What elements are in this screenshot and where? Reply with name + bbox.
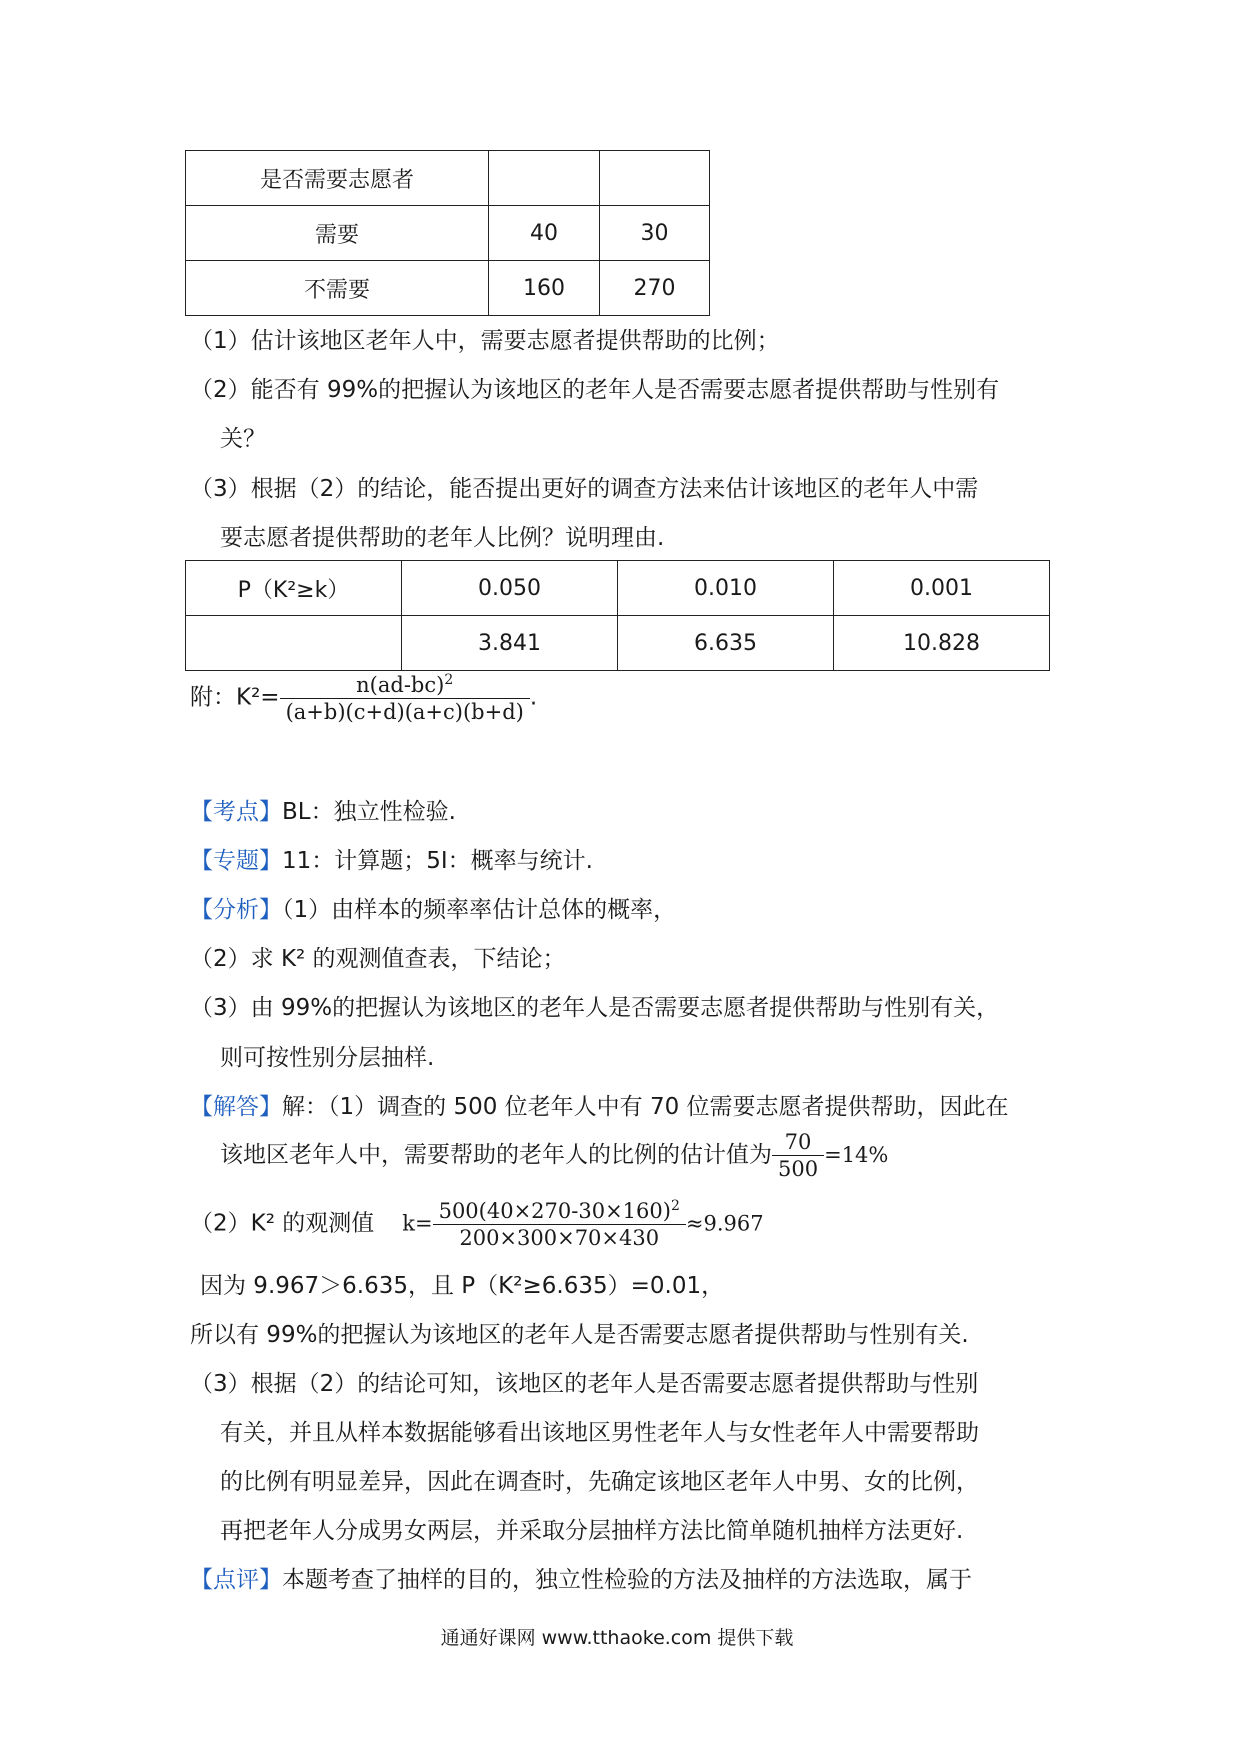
jieda-tag: 【解答】 [190, 1094, 282, 1120]
table-cell: 0.010 [618, 561, 834, 616]
jieda-line-3: （2）K² 的观测值 k= $\frac{500(40\times 270-30\times 160)^2}{200\times 300\times 70\times 430}$ ≈9.967 [190, 1198, 764, 1250]
table-cell: 10.828 [834, 616, 1050, 671]
question-2-line-1: （2）能否有 99%的把握认为该地区的老年人是否需要志愿者提供帮助与性别有 [190, 377, 1000, 403]
critical-value-table [185, 560, 1050, 671]
table-row [186, 206, 710, 261]
formula-exponent: 2 [444, 672, 454, 688]
question-1: （1）估计该地区老年人中，需要志愿者提供帮助的比例； [190, 328, 780, 354]
table-cell: 270 [600, 261, 710, 316]
kaodian [190, 793, 456, 826]
question-3-line-1: （3）根据（2）的结论，能否提出更好的调查方法来估计该地区的老年人中需 [190, 476, 979, 502]
fenxi-tag: 【分析】 [190, 897, 282, 923]
table-cell: 6.635 [618, 616, 834, 671]
table-cell [489, 151, 600, 206]
k2-formula [190, 672, 537, 724]
jieda-line-5: 所以有 99%的把握认为该地区的老年人是否需要志愿者提供帮助与性别有关. [190, 1322, 969, 1348]
table-row [186, 616, 1050, 671]
table-cell [186, 616, 402, 671]
formula-suffix: . [529, 684, 538, 711]
table-cell: P（K²≥k） [186, 561, 402, 616]
table-cell: 40 [489, 206, 600, 261]
fenxi-line-1: 【分析】（1）由样本的频率率估计总体的概率， [190, 897, 677, 923]
table-cell: 30 [600, 206, 710, 261]
table-cell: 0.050 [402, 561, 618, 616]
table-cell: 3.841 [402, 616, 618, 671]
fenxi-line-2: （2）求 K² 的观测值查表，下结论； [190, 946, 566, 972]
kaodian-text: BL：独立性检验. [282, 799, 456, 825]
contingency-table [185, 150, 710, 316]
table-cell: 0.001 [834, 561, 1050, 616]
table-cell: 需要 [186, 206, 489, 261]
jieda-line-7: 有关，并且从样本数据能够看出该地区男性老年人与女性老年人中需要帮助 [220, 1420, 979, 1446]
dianping [190, 1561, 972, 1594]
footer: 通通好课网 www.tthaoke.com 提供下载 [440, 1627, 794, 1649]
kaodian-tag: 【考点】 [190, 799, 282, 825]
k-value-fraction: $\frac{500(40\times 270-30\times 160)^2}{200\times 300\times 70\times 430}$ [433, 1198, 686, 1250]
fenxi-line-4: 则可按性别分层抽样. [220, 1045, 435, 1071]
formula-numerator: $n(ad-bc)^2$ [280, 672, 530, 699]
formula-prefix: 附：K²= [190, 684, 280, 711]
table-row [186, 561, 1050, 616]
dianping-text: 本题考查了抽样的目的，独立性检验的方法及抽样的方法选取，属于 [282, 1567, 972, 1593]
table-cell: 是否需要志愿者 [186, 151, 489, 206]
table-row [186, 261, 710, 316]
jieda-line-1: 【解答】解：（1）调查的 500 位老年人中有 70 位需要志愿者提供帮助，因此在 [190, 1094, 1009, 1120]
table-row [186, 151, 710, 206]
zhuanti [190, 842, 593, 875]
jieda-line-2: 该地区老年人中，需要帮助的老年人的比例的估计值为 $\frac{70}{500}$ =14% [220, 1130, 889, 1181]
question-3-line-2: 要志愿者提供帮助的老年人比例？说明理由. [220, 525, 665, 551]
zhuanti-text: 11：计算题；5I：概率与统计. [282, 848, 593, 874]
dianping-tag: 【点评】 [190, 1567, 282, 1593]
jieda-line-4: 因为 9.967＞6.635，且 P（K²≥6.635）=0.01， [200, 1273, 725, 1299]
jieda-line-6: （3）根据（2）的结论可知，该地区的老年人是否需要志愿者提供帮助与性别 [190, 1371, 979, 1397]
formula-denominator: (a+b)(c+d)(a+c)(b+d) [285, 700, 524, 724]
jieda-line-8: 的比例有明显差异，因此在调查时，先确定该地区老年人中男、女的比例， [220, 1469, 979, 1495]
proportion-fraction: $\frac{70}{500}$ [772, 1130, 824, 1181]
table-cell: 不需要 [186, 261, 489, 316]
zhuanti-tag: 【专题】 [190, 848, 282, 874]
table-cell [600, 151, 710, 206]
fenxi-line-3: （3）由 99%的把握认为该地区的老年人是否需要志愿者提供帮助与性别有关， [190, 995, 1000, 1021]
table-cell: 160 [489, 261, 600, 316]
jieda-line-9: 再把老年人分成男女两层，并采取分层抽样方法比简单随机抽样方法更好. [220, 1518, 964, 1544]
formula-fraction [280, 672, 530, 724]
question-2-line-2: 关？ [220, 426, 266, 452]
